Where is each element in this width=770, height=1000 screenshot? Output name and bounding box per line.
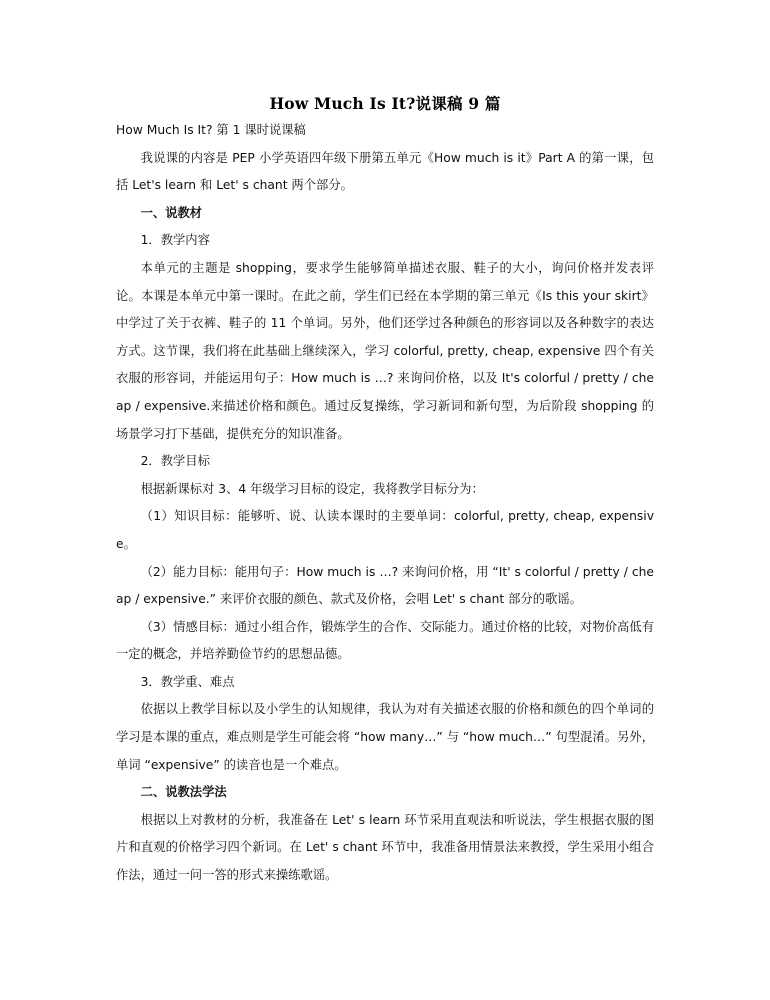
section-heading-methods: 二、说教法学法	[140, 785, 227, 800]
key-points-paragraph: 依据以上教学目标以及小学生的认知规律，我认为对有关描述衣服的价格和颜色的四个单词的学习是本课的重点，难点则是学生可能会将 “how many…” 与 “how much…” 句型混淆。另外，单词 “expensive” 的读音也是一个难点。	[116, 702, 654, 772]
methods-paragraph: 根据以上对教材的分析，我准备在 Let' s learn 环节采用直观法和听说法，学生根据衣服的图片和直观的价格学习四个新词。在 Let' s chant 环节中，我准备用情景法来教授，学生采用小组合作法，通过一问一答的形式来操练歌谣。	[116, 812, 654, 883]
document-title: How Much Is It?说课稿 9 篇	[269, 94, 501, 113]
document-body	[116, 117, 654, 890]
section-heading-textbook: 一、说教材	[140, 205, 203, 220]
emotion-goal-paragraph: （3）情感目标：通过小组合作，锻炼学生的合作、交际能力。通过价格的比较，对物价高低有一定的概念，并培养勤俭节约的思想品德。	[116, 619, 654, 662]
subheading-key-points: 3．教学重、难点	[140, 674, 235, 689]
intro-paragraph: 我说课的内容是 PEP 小学英语四年级下册第五单元《How much is it》Part A 的第一课，包括 Let's learn 和 Let' s chant 两个部分。	[116, 150, 654, 193]
knowledge-goal-paragraph: （1）知识目标：能够听、说、认读本课时的主要单词：colorful, pretty, cheap, expensive。	[116, 509, 654, 551]
teaching-content-paragraph: 本单元的主题是 shopping，要求学生能够简单描述衣服、鞋子的大小，询问价格并发表评论。本课是本单元中第一课时。在此之前，学生们已经在本学期的第三单元《Is this your skirt》中学过了关于衣裤、鞋子的 11 个单词。另外，他们还学过各种颜色的形容词以及各种数字的表达方式。这节课，我们将在此基础上继续深入，学习 colorful, pretty, cheap, expensive 四个有关衣服的形容词，并能运用句子：How much is …? 来询问价格，以及 It's colorful / pretty / cheap / expensive.来描述价格和颜色。通过反复操练，学习新词和新句型，为后阶段 shopping 的场景学习打下基础，提供充分的知识准备。	[116, 260, 654, 441]
subheading-teaching-goals: 2．教学目标	[140, 454, 210, 469]
lesson-heading: How Much Is It? 第 1 课时说课稿	[116, 123, 306, 137]
subheading-teaching-content: 1．教学内容	[140, 233, 210, 248]
goals-intro-paragraph: 根据新课标对 3、4 年级学习目标的设定，我将教学目标分为：	[140, 481, 484, 496]
ability-goal-paragraph: （2）能力目标：能用句子：How much is …? 来询问价格，用 “It' s colorful / pretty / cheap / expensive.” 来评价衣服的颜色、款式及价格，会唱 Let' s chant 部分的歌谣。	[116, 564, 654, 607]
